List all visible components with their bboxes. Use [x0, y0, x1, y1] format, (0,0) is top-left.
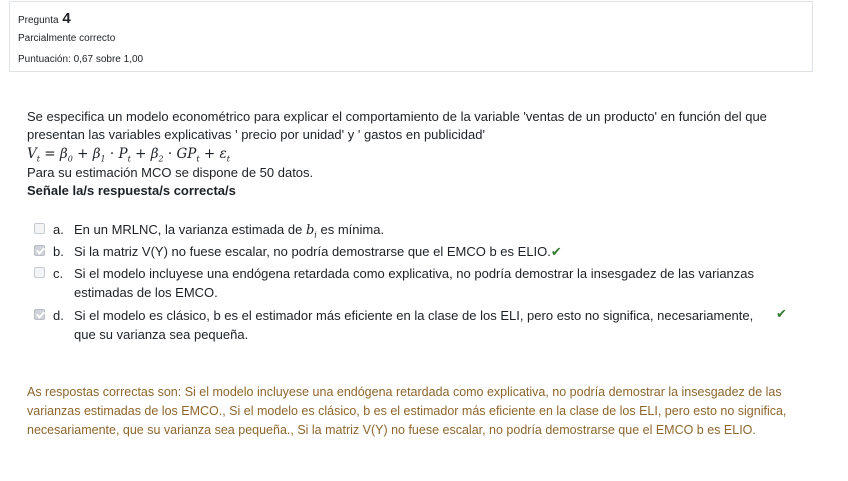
- right-answer-feedback: As respostas correctas son: Si el modelo incluyese una endógena retardada como explicativa, no podría demostrar la insesgadez de las varianzas estimadas de los EMCO., Si el modelo es clásico, b es el estimador más eficiente en la clase de los ELI, pero esto no significa, necesariamente, que su varianza sea pequeña., Si la matriz V(Y) no fuese escalar, no podría demostrarse que el EMCO b es ELIO.: [27, 385, 787, 437]
- formula-lhs-sub: t: [36, 154, 40, 164]
- question-label: Pregunta: [18, 15, 59, 26]
- correct-check-icon: ✔: [550, 244, 562, 259]
- option-a-var-sub: i: [314, 230, 317, 240]
- formula-gp: GP: [176, 146, 197, 162]
- question-number: [18, 10, 71, 27]
- option-a-text-main: En un MRLNC, la varianza estimada de: [74, 222, 303, 237]
- formula-beta1-sub: 1: [100, 154, 106, 164]
- option-c-text: Si el modelo incluyese una endógena retardada como explicativa, no podría demostrar la insesgadez de las varianzas estimadas de los EMCO.: [74, 266, 755, 300]
- correct-check-icon: ✔: [776, 306, 787, 321]
- option-a-letter: a.: [53, 222, 64, 237]
- option-c-letter: c.: [53, 266, 64, 281]
- formula-eps-sub: t: [226, 154, 230, 164]
- option-a-checkbox[interactable]: [34, 223, 45, 234]
- option-c-checkbox[interactable]: [34, 267, 45, 278]
- question-info-box: [9, 1, 813, 72]
- option-b-text: [74, 242, 789, 261]
- formula-p: P: [118, 146, 128, 162]
- question-text: [27, 108, 817, 200]
- option-a-text: [74, 220, 789, 245]
- formula-p-sub: t: [127, 154, 131, 164]
- option-d-letter: d.: [53, 308, 64, 323]
- formula-beta0-sub: 0: [67, 154, 73, 164]
- option-b-text-main: Si la matriz V(Y) no fuese escalar, no podría demostrarse que el EMCO b es ELIO.: [74, 244, 551, 259]
- option-d-checkbox[interactable]: [34, 309, 45, 320]
- question-number-value: 4: [62, 10, 71, 27]
- answer-prompt: Señale la/s respuesta/s correcta/s: [27, 183, 236, 198]
- question-intro: Se especifica un modelo econométrico para explicar el comportamiento de la variable 'ventas de un producto' en función del que presentan las variables explicativas ' precio por unidad' y ' gastos en publicidad': [27, 109, 767, 142]
- formula-beta0: β: [59, 146, 68, 162]
- formula-gp-sub: t: [196, 154, 200, 164]
- formula-lhs: V: [27, 146, 37, 162]
- estimation-note: Para su estimación MCO se dispone de 50 datos.: [27, 165, 314, 180]
- option-a-var: [306, 223, 317, 238]
- option-b-letter: b.: [53, 244, 64, 259]
- model-formula: $V_t = \beta_0 + \beta_1 \cdot P_t + \beta_2 \cdot GP_t + \varepsilon_t$: [27, 146, 230, 164]
- question-grade: Puntuación: 0,67 sobre 1,00: [18, 54, 144, 65]
- option-d-text: Si el modelo es clásico, b es el estimador más eficiente en la clase de los ELI, pero esto no significa, necesariamente, que su varianza sea pequeña.: [74, 308, 754, 342]
- formula-beta1: β: [92, 146, 101, 162]
- formula-eps: ε: [219, 146, 227, 162]
- formula-beta2: β: [150, 146, 159, 162]
- formula-beta2-sub: 2: [158, 154, 164, 164]
- option-a-text-after: es mínima.: [320, 222, 385, 237]
- option-b-checkbox[interactable]: [34, 245, 45, 256]
- option-a-var-b: b: [305, 223, 315, 238]
- question-state: Parcialmente correcto: [18, 33, 116, 44]
